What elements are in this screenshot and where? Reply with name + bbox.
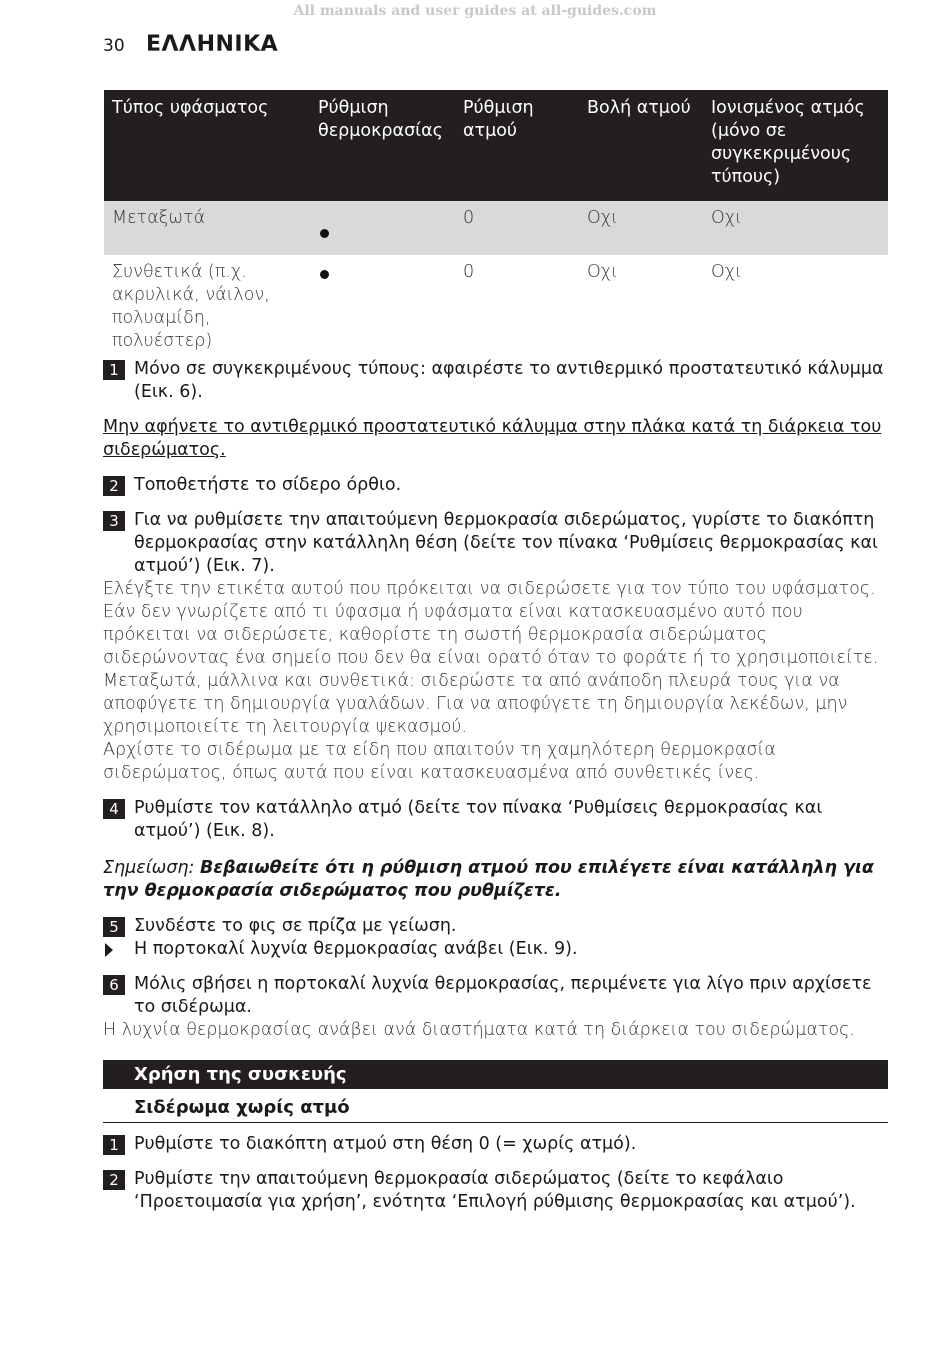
header-ionic-steam: Ιονισμένος ατμός (μόνο σε συγκεκριμένους τύπους) xyxy=(703,90,888,201)
step-6 xyxy=(103,973,888,1019)
cell-steam: 0 xyxy=(455,201,579,255)
language-heading: ΕΛΛΗΝΙΚΑ xyxy=(146,32,279,57)
step-1 xyxy=(103,358,888,404)
tip-paragraph: Ελέγξτε την ετικέτα αυτού που πρόκειται να σιδερώσετε για τον τύπο του υφάσματος. xyxy=(103,579,876,599)
result-text: Η πορτοκαλί λυχνία θερμοκρασίας ανάβει (Εικ. 9). xyxy=(134,939,578,959)
section-heading: Χρήση της συσκευής xyxy=(103,1060,888,1089)
settings-table xyxy=(104,90,888,363)
step-text: Ρυθμίστε το διακόπτη ατμού στη θέση 0 (= χωρίς ατμό). xyxy=(134,1134,637,1154)
table-header-row xyxy=(104,90,888,201)
page-number: 30 xyxy=(103,36,125,56)
warning-text: Μην αφήνετε το αντιθερμικό προστατευτικό κάλυμμα στην πλάκα κατά τη διάρκεια του σιδερώματος. xyxy=(103,417,882,460)
instructions xyxy=(103,358,888,1226)
step-text: Για να ρυθμίσετε την απαιτούμενη θερμοκρασία σιδερώματος, γυρίστε το διακόπτη θερμοκρασίας στην κατάλληλη θέση (δείτε τον πίνακα ‘Ρυθμίσεις θερμοκρασίας και ατμού’) (Εικ. 7). xyxy=(134,510,878,576)
step-5-result xyxy=(103,938,888,961)
temperature-dot-icon xyxy=(320,229,329,238)
step-5 xyxy=(103,915,888,938)
step-number: 2 xyxy=(103,1170,125,1190)
step-2 xyxy=(103,474,888,497)
cell-ionic-steam: Οχι xyxy=(711,262,742,282)
temperature-dot-icon xyxy=(320,270,329,279)
step-text: Ρυθμίστε την απαιτούμενη θερμοκρασία σιδερώματος (δείτε το κεφάλαιο ‘Προετοιμασία για χρήση’, ενότητα ‘Επιλογή ρύθμισης θερμοκρασίας και ατμού’). xyxy=(134,1169,856,1212)
step-number: 2 xyxy=(103,476,125,496)
step-text: Μόνο σε συγκεκριμένους τύπους: αφαιρέστε το αντιθερμικό προστατευτικό κάλυμμα (Εικ. 6). xyxy=(134,359,884,402)
step-text: Συνδέστε το φις σε πρίζα με γείωση. xyxy=(134,916,457,936)
cell-fabric: Μεταξωτά xyxy=(104,201,310,255)
section-step-1 xyxy=(103,1133,888,1156)
table-row xyxy=(104,255,888,363)
tip-paragraph: Η λυχνία θερμοκρασίας ανάβει ανά διαστήματα κατά τη διάρκεια του σιδερώματος. xyxy=(103,1020,855,1040)
tip-paragraph: Μεταξωτά, μάλλινα και συνθετικά: σιδερώστε τα από ανάποδη πλευρά τους για να αποφύγετε τη δημιουργία γυαλάδων. Για να αποφύγετε τη δημιουργία λεκέδων, μην χρησιμοποιείτε τη λειτουργία ψεκασμού. xyxy=(103,671,848,737)
note-label: Σημείωση: xyxy=(103,858,195,878)
cell-steam: 0 xyxy=(463,262,475,282)
step-number: 1 xyxy=(103,360,125,380)
tip-paragraph: Εάν δεν γνωρίζετε από τι ύφασμα ή υφάσματα είναι κατασκευασμένο αυτό που πρόκειται να σιδερώσετε, καθορίστε τη σωστή θερμοκρασία σιδερώματος σιδερώνοντας ένα σημείο που δεν θα είναι ορατό όταν το φοράτε ή το χρησιμοποιείτε. xyxy=(103,602,879,668)
step-number: 6 xyxy=(103,975,125,995)
note-text: Βεβαιωθείτε ότι η ρύθμιση ατμού που επιλέγετε είναι κατάλληλη για την θερμοκρασία σιδερώματος που ρυθμίζετε. xyxy=(103,858,874,901)
cell-ionic-steam: Οχι xyxy=(703,201,888,255)
note xyxy=(103,857,888,903)
result-arrow-icon xyxy=(105,943,113,957)
step-number: 5 xyxy=(103,917,125,937)
header-temperature: Ρύθμιση θερμοκρασίας xyxy=(310,90,455,201)
step-text: Τοποθετήστε το σίδερο όρθιο. xyxy=(134,475,402,495)
step-text: Ρυθμίστε τον κατάλληλο ατμό (δείτε τον πίνακα ‘Ρυθμίσεις θερμοκρασίας και ατμού’) (Εικ. 8). xyxy=(134,798,823,841)
header-fabric: Τύπος υφάσματος xyxy=(104,90,310,201)
cell-steam-shot: Οχι xyxy=(579,201,703,255)
cell-temperature xyxy=(310,201,455,255)
tip-paragraph: Αρχίστε το σιδέρωμα με τα είδη που απαιτούν τη χαμηλότερη θερμοκρασία σιδερώματος, όπως αυτά που είναι κατασκευασμένα από συνθετικές ίνες. xyxy=(103,740,776,783)
cell-steam-shot: Οχι xyxy=(587,262,618,282)
step-3 xyxy=(103,509,888,578)
step-4 xyxy=(103,797,888,843)
step-number: 1 xyxy=(103,1135,125,1155)
step-number: 3 xyxy=(103,511,125,531)
step-number: 4 xyxy=(103,799,125,819)
cell-temperature xyxy=(310,255,455,363)
header-steam-shot: Βολή ατμού xyxy=(579,90,703,201)
header-steam: Ρύθμιση ατμού xyxy=(455,90,579,201)
watermark: All manuals and user guides at all-guides.com xyxy=(293,3,657,19)
table-row xyxy=(104,201,888,255)
cell-fabric: Συνθετικά (π.χ. ακρυλικά, νάιλον, πολυαμίδη, πολυέστερ) xyxy=(112,262,270,351)
section-step-2 xyxy=(103,1168,888,1214)
step-text: Μόλις σβήσει η πορτοκαλί λυχνία θερμοκρασίας, περιμένετε για λίγο πριν αρχίσετε το σιδέρωμα. xyxy=(134,974,872,1017)
subsection-heading: Σιδέρωμα χωρίς ατμό xyxy=(103,1093,888,1123)
